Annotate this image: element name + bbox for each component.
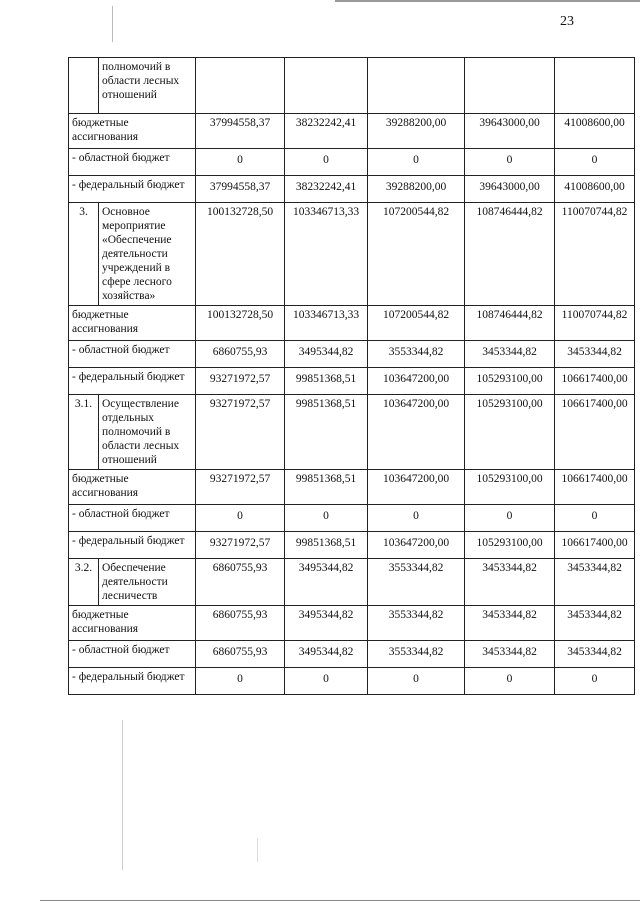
value-cell: 106617400,00	[555, 395, 635, 470]
row-label: - федеральный бюджет	[69, 532, 196, 559]
value-cell	[196, 58, 285, 114]
value-cell: 37994558,37	[196, 176, 285, 203]
value-cell: 38232242,41	[285, 114, 368, 149]
table-row	[69, 58, 635, 114]
table-row	[69, 341, 635, 368]
row-label: - областной бюджет	[69, 505, 196, 532]
table-row	[69, 114, 635, 149]
value-cell	[285, 58, 368, 114]
item-name: Обеспечение деятельности лесничеств	[99, 559, 196, 606]
row-label: - областной бюджет	[69, 641, 196, 668]
value-cell: 99851368,51	[285, 470, 368, 505]
value-cell: 93271972,57	[196, 470, 285, 505]
value-cell: 3495344,82	[285, 341, 368, 368]
value-cell: 3495344,82	[285, 559, 368, 606]
value-cell: 3453344,82	[465, 341, 555, 368]
value-cell: 41008600,00	[555, 176, 635, 203]
value-cell: 106617400,00	[555, 532, 635, 559]
value-cell: 38232242,41	[285, 176, 368, 203]
value-cell: 107200544,82	[368, 306, 465, 341]
table-row	[69, 505, 635, 532]
row-label: - федеральный бюджет	[69, 668, 196, 695]
row-label: - федеральный бюджет	[69, 368, 196, 395]
value-cell: 0	[285, 149, 368, 176]
row-label: бюджетные ассигнования	[69, 306, 196, 341]
value-cell: 0	[368, 149, 465, 176]
item-index: 3.	[69, 203, 99, 306]
value-cell: 108746444,82	[465, 203, 555, 306]
table-row	[69, 368, 635, 395]
value-cell: 3453344,82	[465, 606, 555, 641]
row-label: бюджетные ассигнования	[69, 606, 196, 641]
value-cell: 0	[285, 505, 368, 532]
table-row	[69, 306, 635, 341]
value-cell: 3453344,82	[555, 641, 635, 668]
value-cell: 0	[368, 505, 465, 532]
table-row	[69, 641, 635, 668]
value-cell: 103647200,00	[368, 368, 465, 395]
value-cell: 103647200,00	[368, 470, 465, 505]
item-index	[69, 58, 99, 114]
value-cell: 105293100,00	[465, 395, 555, 470]
value-cell: 0	[465, 149, 555, 176]
value-cell: 105293100,00	[465, 470, 555, 505]
value-cell: 0	[555, 668, 635, 695]
value-cell: 39288200,00	[368, 176, 465, 203]
value-cell: 106617400,00	[555, 368, 635, 395]
value-cell: 99851368,51	[285, 395, 368, 470]
value-cell: 3495344,82	[285, 606, 368, 641]
value-cell: 0	[465, 505, 555, 532]
value-cell: 39288200,00	[368, 114, 465, 149]
budget-table	[68, 57, 635, 695]
value-cell: 0	[555, 149, 635, 176]
value-cell: 93271972,57	[196, 395, 285, 470]
item-index: 3.2.	[69, 559, 99, 606]
value-cell: 100132728,50	[196, 306, 285, 341]
value-cell: 41008600,00	[555, 114, 635, 149]
page-number: 23	[560, 14, 574, 29]
table-row	[69, 149, 635, 176]
table-row	[69, 532, 635, 559]
value-cell: 99851368,51	[285, 532, 368, 559]
item-name: полномочий в области лесных отношений	[99, 58, 196, 114]
value-cell: 103647200,00	[368, 395, 465, 470]
table-row	[69, 395, 635, 470]
value-cell: 6860755,93	[196, 559, 285, 606]
value-cell: 105293100,00	[465, 368, 555, 395]
row-label: - областной бюджет	[69, 341, 196, 368]
value-cell: 103346713,33	[285, 306, 368, 341]
table-row	[69, 470, 635, 505]
value-cell	[555, 58, 635, 114]
value-cell: 107200544,82	[368, 203, 465, 306]
value-cell: 0	[196, 668, 285, 695]
value-cell: 3453344,82	[465, 559, 555, 606]
value-cell: 37994558,37	[196, 114, 285, 149]
scan-artifact-line	[112, 6, 113, 42]
scan-artifact-line	[122, 720, 123, 870]
scan-artifact-line	[257, 838, 258, 862]
value-cell: 3495344,82	[285, 641, 368, 668]
value-cell: 110070744,82	[555, 203, 635, 306]
row-label: бюджетные ассигнования	[69, 114, 196, 149]
value-cell: 6860755,93	[196, 641, 285, 668]
value-cell: 3453344,82	[555, 341, 635, 368]
value-cell: 108746444,82	[465, 306, 555, 341]
value-cell: 0	[368, 668, 465, 695]
value-cell: 39643000,00	[465, 176, 555, 203]
item-index: 3.1.	[69, 395, 99, 470]
row-label: бюджетные ассигнования	[69, 470, 196, 505]
row-label: - федеральный бюджет	[69, 176, 196, 203]
value-cell: 3453344,82	[465, 641, 555, 668]
table-row	[69, 668, 635, 695]
value-cell: 105293100,00	[465, 532, 555, 559]
value-cell: 0	[465, 668, 555, 695]
item-name: Осуществление отдельных полномочий в области лесных отношений	[99, 395, 196, 470]
value-cell: 99851368,51	[285, 368, 368, 395]
table-row	[69, 176, 635, 203]
value-cell: 3553344,82	[368, 641, 465, 668]
value-cell: 3553344,82	[368, 606, 465, 641]
value-cell: 0	[555, 505, 635, 532]
value-cell: 3453344,82	[555, 559, 635, 606]
value-cell: 3553344,82	[368, 559, 465, 606]
table-row	[69, 203, 635, 306]
value-cell: 3553344,82	[368, 341, 465, 368]
value-cell: 103647200,00	[368, 532, 465, 559]
value-cell: 0	[196, 149, 285, 176]
item-name: Основное мероприятие «Обеспечение деятельности учреждений в сфере лесного хозяйства»	[99, 203, 196, 306]
table-row	[69, 606, 635, 641]
scan-artifact-line	[40, 900, 640, 901]
value-cell	[465, 58, 555, 114]
value-cell: 93271972,57	[196, 532, 285, 559]
value-cell: 106617400,00	[555, 470, 635, 505]
value-cell: 103346713,33	[285, 203, 368, 306]
value-cell: 6860755,93	[196, 341, 285, 368]
value-cell: 0	[196, 505, 285, 532]
value-cell: 0	[285, 668, 368, 695]
table-row	[69, 559, 635, 606]
value-cell: 39643000,00	[465, 114, 555, 149]
row-label: - областной бюджет	[69, 149, 196, 176]
value-cell	[368, 58, 465, 114]
value-cell: 110070744,82	[555, 306, 635, 341]
value-cell: 6860755,93	[196, 606, 285, 641]
value-cell: 3453344,82	[555, 606, 635, 641]
value-cell: 93271972,57	[196, 368, 285, 395]
scan-artifact-line	[335, 0, 640, 2]
value-cell: 100132728,50	[196, 203, 285, 306]
